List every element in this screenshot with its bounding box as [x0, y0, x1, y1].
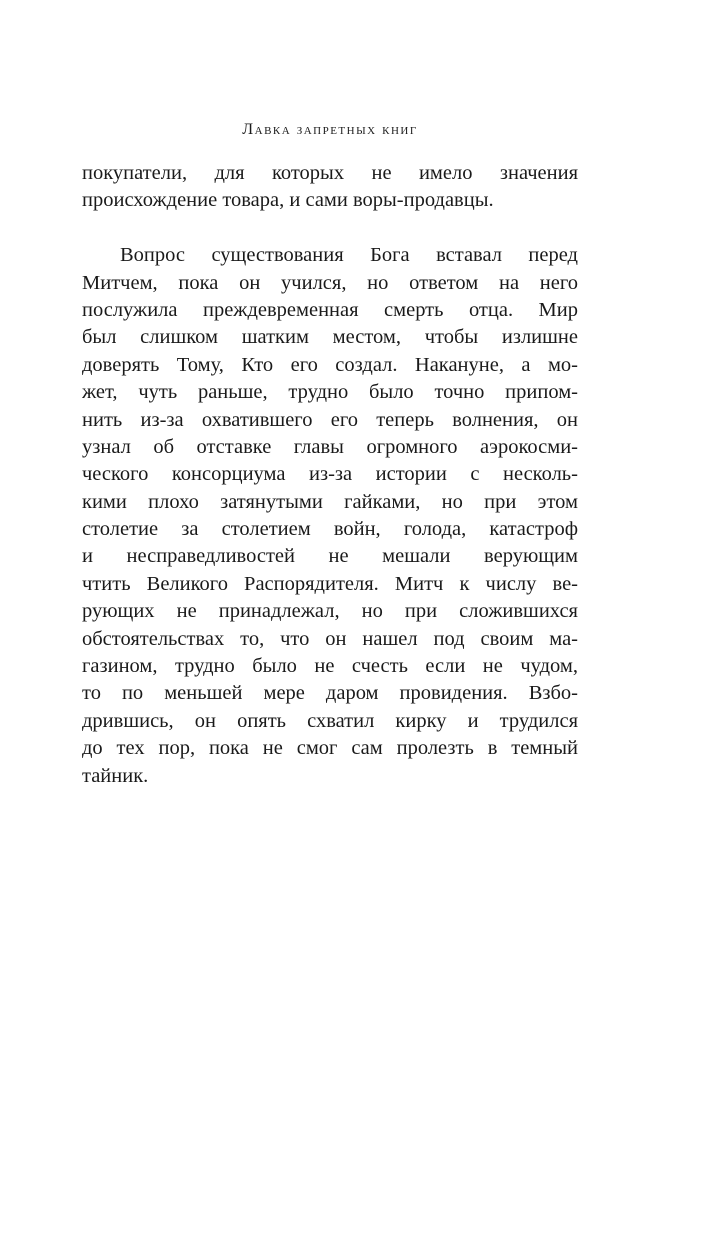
text-line: доверять Тому, Кто его создал. Накануне, а мо- — [82, 353, 578, 376]
text-line: ческого консорциума из-за истории с несколь- — [82, 463, 578, 486]
text-line: узнал об отставке главы огромного аэрокосми- — [82, 435, 578, 458]
text-line: и несправедливостей не мешали верующим — [82, 545, 578, 568]
text-line: Вопрос существования Бога вставал перед — [120, 244, 578, 267]
text-line: газином, трудно было не счесть если не чудом, — [82, 655, 578, 678]
text-line: то по меньшей мере даром провидения. Взбо- — [82, 682, 578, 705]
text-line: дрившись, он опять схватил кирку и трудился — [82, 709, 578, 732]
text-line: происхождение товара, и сами воры-продавцы. — [82, 189, 494, 212]
body-text — [82, 160, 578, 790]
text-line: рующих не принадлежал, но при сложившихся — [82, 600, 578, 623]
text-line: был слишком шатким местом, чтобы излишне — [82, 326, 578, 349]
text-line: послужила преждевременная смерть отца. Мир — [82, 298, 578, 321]
running-head: Лавка запретных книг — [242, 121, 418, 138]
text-line: до тех пор, пока не смог сам пролезть в темный — [82, 737, 578, 760]
text-line: обстоятельствах то, что он нашел под своим ма- — [82, 627, 578, 650]
text-line: столетие за столетием войн, голода, катастроф — [82, 518, 578, 541]
text-line: нить из-за охватившего его теперь волнения, он — [82, 408, 578, 431]
text-line: чтить Великого Распорядителя. Митч к числу ве- — [82, 572, 578, 595]
paragraph-gap — [82, 215, 578, 242]
text-line: покупатели, для которых не имело значения — [82, 162, 578, 184]
text-line: Митчем, пока он учился, но ответом на него — [82, 271, 578, 294]
text-line: жет, чуть раньше, трудно было точно припом- — [82, 381, 578, 404]
paragraph — [82, 242, 578, 790]
text-line: кими плохо затянутыми гайками, но при этом — [82, 490, 578, 513]
paragraph — [82, 160, 578, 215]
text-line: тайник. — [82, 764, 149, 787]
